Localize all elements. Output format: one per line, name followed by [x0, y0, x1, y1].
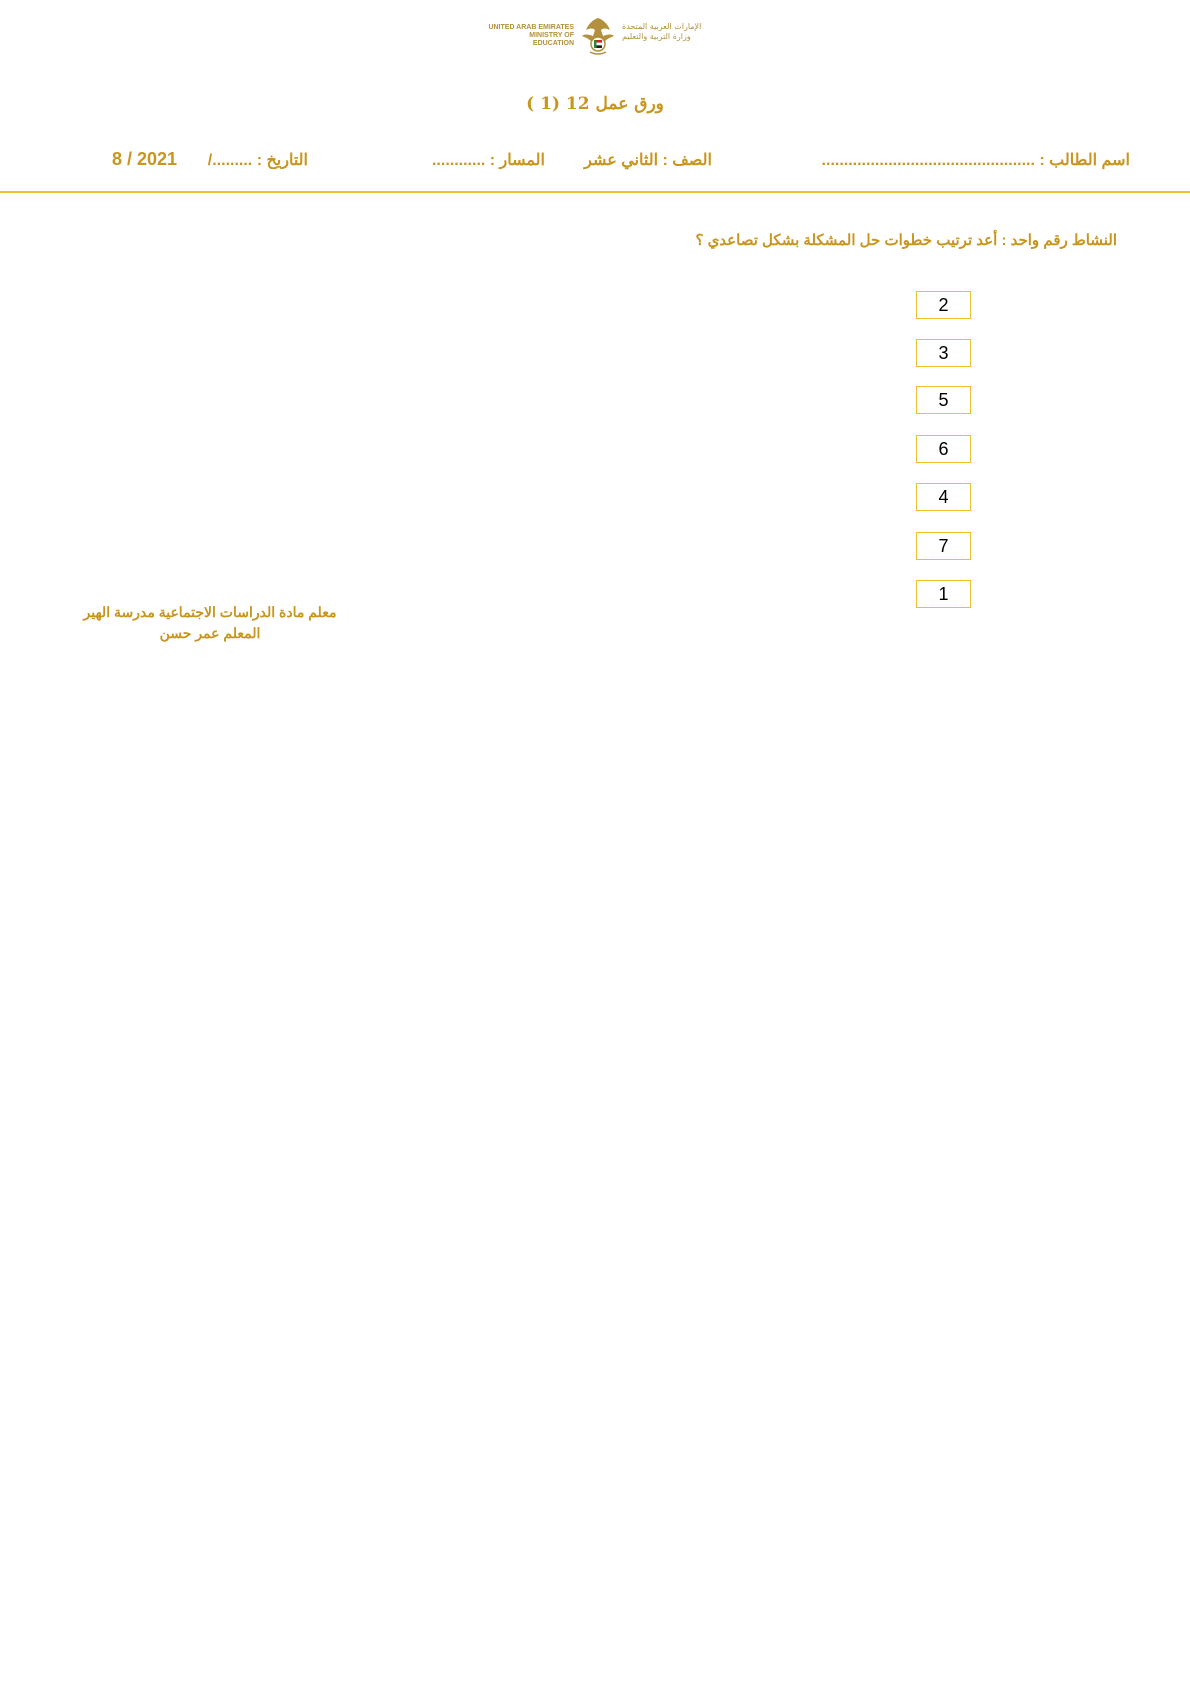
- step-number-box: 7: [916, 532, 971, 560]
- date-value: 8 / 2021: [112, 149, 178, 169]
- worksheet-title: ورق عمل 12 (1 ): [526, 94, 664, 114]
- step-number-box: 4: [916, 483, 971, 511]
- logo-ar-line1: الإمارات العربية المتحدة: [622, 22, 702, 31]
- logo-en-line1: UNITED ARAB EMIRATES: [488, 24, 574, 31]
- step-number-box: 3: [916, 339, 971, 367]
- step-number-box: 5: [916, 386, 971, 414]
- track-field: المسار : ............: [431, 152, 545, 169]
- step-number-box: 2: [916, 291, 971, 319]
- activity-instruction: النشاط رقم واحد : أعد ترتيب خطوات حل المشكلة بشكل تصاعدي ؟: [695, 232, 1117, 249]
- header-divider: [0, 191, 1190, 193]
- logo-en-line2: MINISTRY OF EDUCATION: [529, 32, 574, 47]
- grade-label: الصف : الثاني عشر: [584, 152, 712, 169]
- ministry-logo: [488, 16, 708, 56]
- logo-english-text: [488, 24, 574, 48]
- date-label: التاريخ : ........./: [207, 152, 308, 169]
- step-number-box: 6: [916, 435, 971, 463]
- teacher-title: معلم مادة الدراسات الاجتماعية مدرسة الهير: [83, 604, 337, 620]
- step-number-box: 1: [916, 580, 971, 608]
- uae-emblem-icon: [580, 16, 616, 56]
- teacher-name: المعلم عمر حسن: [159, 625, 261, 641]
- student-name-field: اسم الطالب : ................................................: [821, 152, 1130, 169]
- logo-ar-line2: وزارة التربية والتعليم: [622, 32, 691, 41]
- logo-arabic-text: [622, 22, 708, 42]
